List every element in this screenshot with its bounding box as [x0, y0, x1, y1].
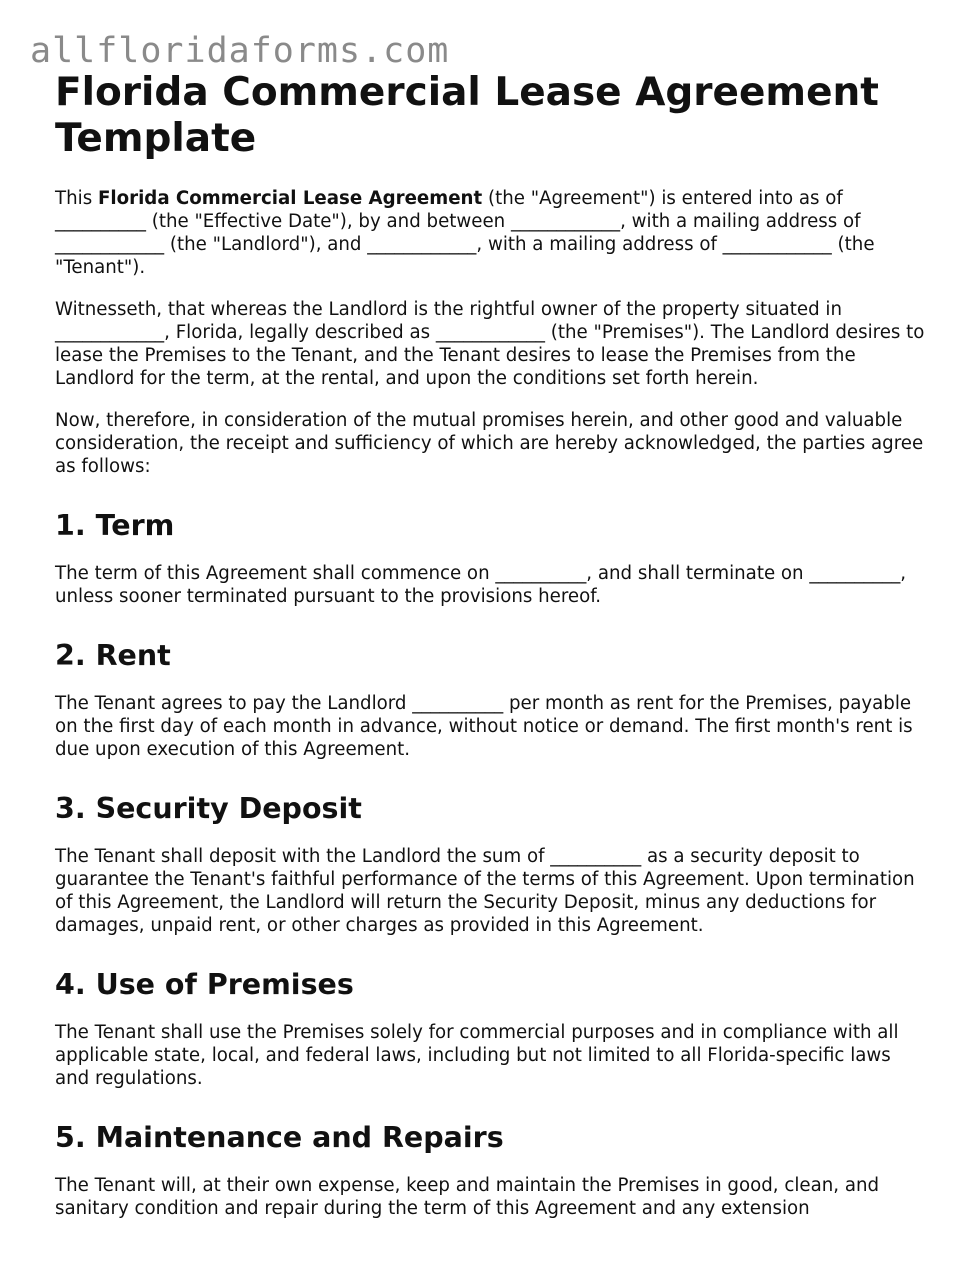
document-page: [55, 70, 925, 1239]
intro-suffix: (the "Agreement") is entered into as of __________ (the "Effective Date"), by and between ____________, with a mailing address of ____________ (the "Landlord"), and ____________, with a mailing address of ____________ (the "Tenant").: [55, 188, 875, 278]
section-heading-rent: 2. Rent: [55, 639, 171, 672]
section-body-use-of-premises: The Tenant shall use the Premises solely for commercial purposes and in compliance with all applicable state, local, and federal laws, including but not limited to all Florida-specific laws and regulations.: [55, 1022, 899, 1089]
intro-paragraph: [55, 187, 925, 279]
section-body-term: The term of this Agreement shall commence on __________, and shall terminate on __________, unless sooner terminated pursuant to the provisions hereof.: [55, 563, 907, 607]
section-body-security-deposit: The Tenant shall deposit with the Landlord the sum of __________ as a security deposit to guarantee the Tenant's faithful performance of the terms of this Agreement. Upon termination of this Agreement, the Landlord will return the Security Deposit, minus any deductions for damages, unpaid rent, or other charges as provided in this Agreement.: [55, 846, 915, 936]
section-heading-security-deposit: 3. Security Deposit: [55, 792, 362, 825]
section-heading-use-of-premises: 4. Use of Premises: [55, 968, 354, 1001]
intro-prefix: This: [55, 188, 98, 209]
document-title: Florida Commercial Lease Agreement Template: [55, 70, 879, 161]
intro-agreement-name: Florida Commercial Lease Agreement: [97, 188, 483, 209]
site-watermark: allfloridaforms.com: [30, 31, 450, 71]
section-body-maintenance: The Tenant will, at their own expense, keep and maintain the Premises in good, clean, and sanitary condition and repair during the term of this Agreement and any extension: [55, 1175, 880, 1219]
section-body-rent: The Tenant agrees to pay the Landlord __________ per month as rent for the Premises, payable on the first day of each month in advance, without notice or demand. The first month's rent is due upon execution of this Agreement.: [55, 693, 913, 760]
section-heading-maintenance: 5. Maintenance and Repairs: [55, 1121, 504, 1154]
consideration-paragraph: Now, therefore, in consideration of the mutual promises herein, and other good and valuable consideration, the receipt and sufficiency of which are hereby acknowledged, the parties agree as follows:: [55, 410, 924, 477]
section-heading-term: 1. Term: [55, 509, 175, 542]
witnesseth-paragraph: Witnesseth, that whereas the Landlord is the rightful owner of the property situated in ____________, Florida, legally described as ____________ (the "Premises"). The Landlord desires to lease the Premises to the Tenant, and the Tenant desires to lease the Premises from the Landlord for the term, at the rental, and upon the conditions set forth herein.: [55, 299, 925, 389]
